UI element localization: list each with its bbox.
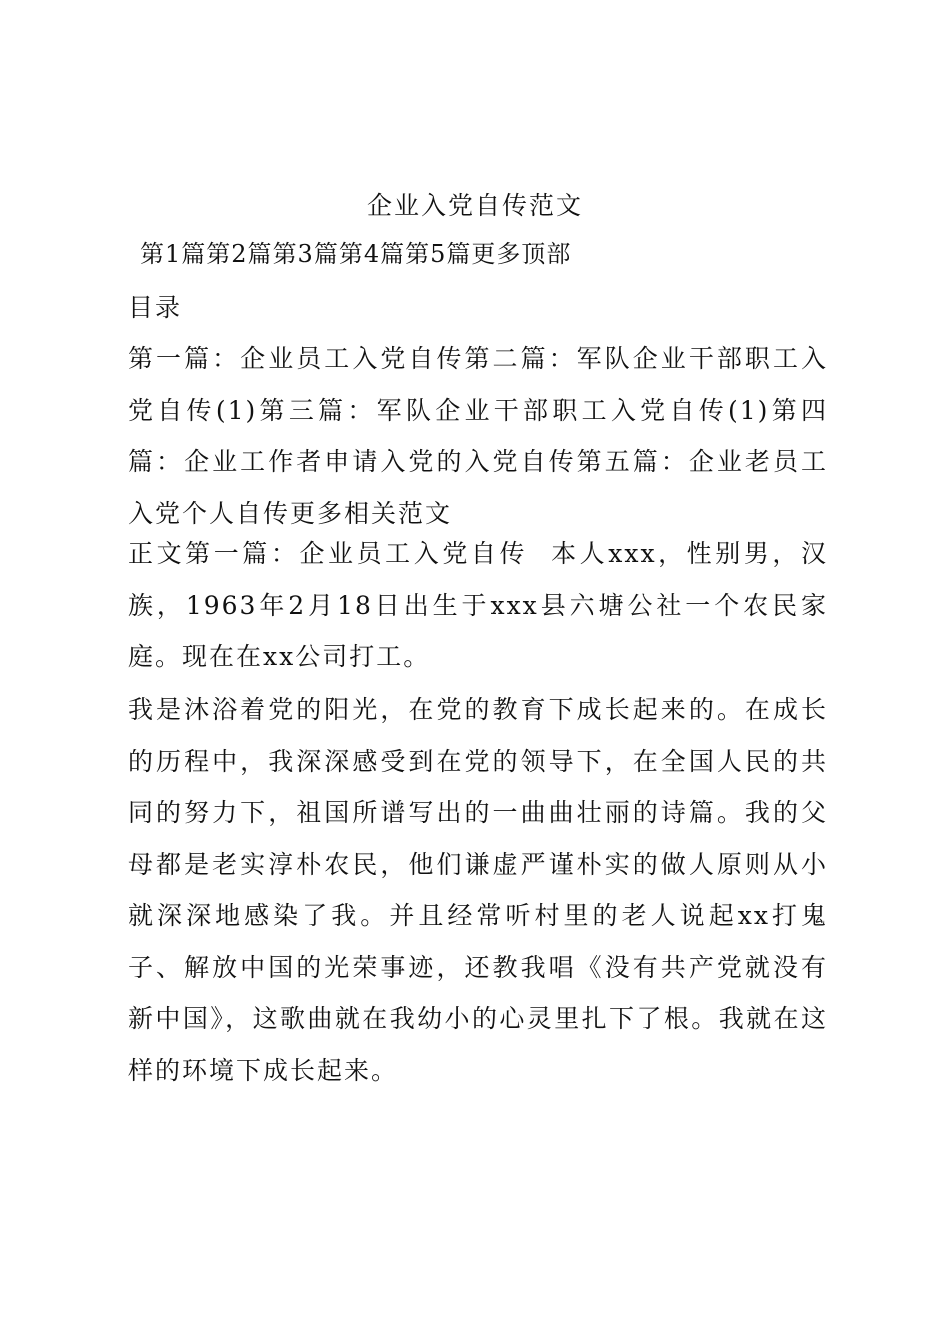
nav-top[interactable]: 顶部 <box>521 240 572 268</box>
main-text-start <box>128 528 828 683</box>
toc-item-5[interactable]: 第五篇：企业老员工入党个人自传 <box>128 447 828 528</box>
toc-item-2[interactable]: 第二篇：军队企业干部职工入党自传(1) <box>128 344 828 425</box>
nav-more[interactable]: 更多 <box>471 240 522 268</box>
toc-item-more[interactable]: 更多相关范文 <box>290 498 453 528</box>
chapter-nav <box>140 234 571 274</box>
toc-item-3[interactable]: 第三篇：军队企业干部职工入党自传(1) <box>257 395 770 425</box>
nav-chapter-5[interactable]: 第5篇 <box>405 240 472 268</box>
nav-chapter-4[interactable]: 第4篇 <box>338 240 406 268</box>
section-heading: 第一篇：企业员工入党自传 <box>185 539 529 568</box>
toc-item-4[interactable]: 第四篇：企业工作者申请入党的入党自传 <box>128 395 828 476</box>
nav-chapter-1[interactable]: 第1篇 <box>140 240 207 268</box>
nav-chapter-3[interactable]: 第3篇 <box>272 240 339 268</box>
intro-text: 本人xxx，性别男，汉族，1963年2月18日出生于xxx县六塘公社一个农民家庭。现在在xx公司打工。 <box>128 539 828 671</box>
table-of-contents <box>128 333 828 539</box>
section-label: 正文 <box>128 539 186 568</box>
toc-item-1[interactable]: 第一篇：企业员工入党自传 <box>128 344 465 373</box>
document-title: 企业入党自传范文 <box>366 191 583 220</box>
body-paragraph: 我是沐浴着党的阳光，在党的教育下成长起来的。在成长的历程中，我深深感受到在党的领导下，在全国人民的共同的努力下，祖国所谱写出的一曲曲壮丽的诗篇。我的父母都是老实淳朴农民，他们谦虚严谨朴实的做人原则从小就深深地感染了我。并且经常听村里的老人说起xx打鬼子、解放中国的光荣事迹，还教我唱《没有共产党就没有新中国》，这歌曲就在我幼小的心灵里扎下了根。我就在这样的环境下成长起来。 <box>128 695 828 1085</box>
nav-chapter-2[interactable]: 第2篇 <box>206 240 273 268</box>
toc-heading: 目录 <box>128 293 183 322</box>
